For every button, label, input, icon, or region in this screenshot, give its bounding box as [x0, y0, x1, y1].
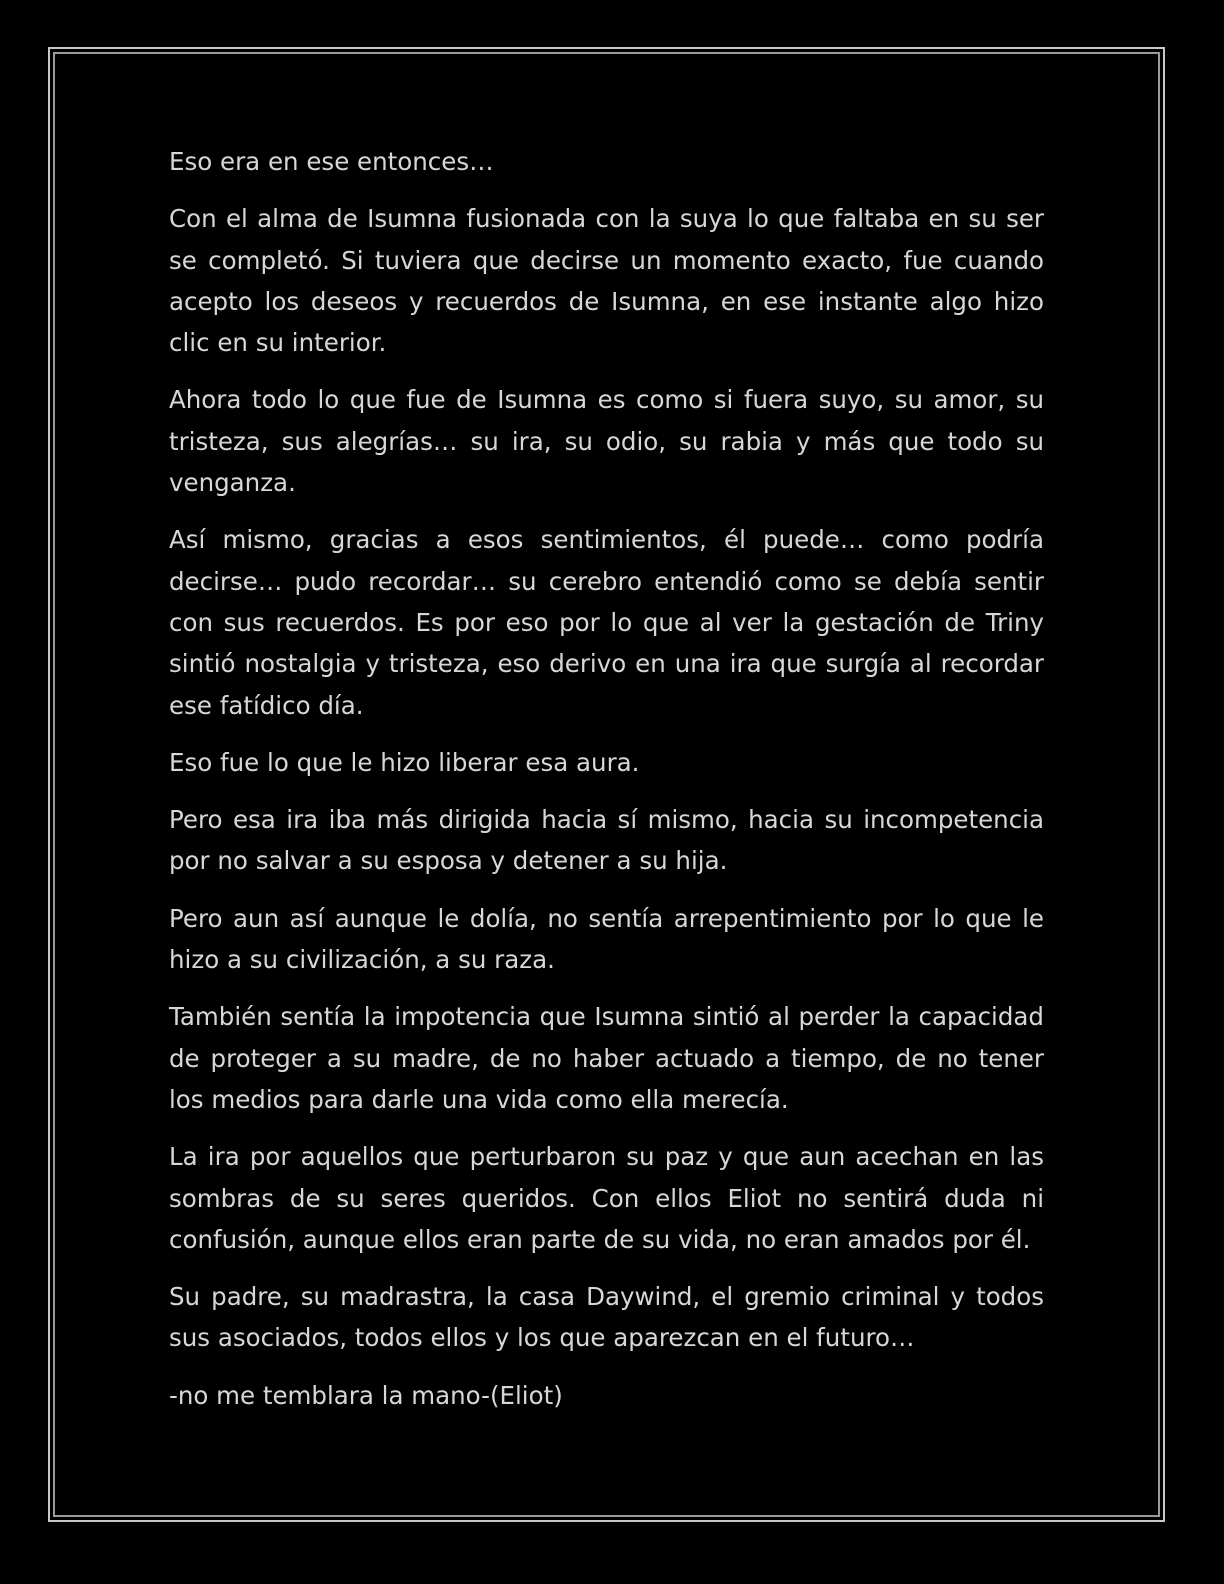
paragraph-3: Ahora todo lo que fue de Isumna es como si fuera suyo, su amor, su tristeza, sus alegrías… su ira, su odio, su rabia y más que todo su venganza.	[169, 385, 1044, 498]
story-text	[169, 141, 1044, 1432]
dialogue-line: -no me temblara la mano-(Eliot)	[169, 1380, 563, 1410]
paragraph-8: También sentía la impotencia que Isumna sintió al perder la capacidad de proteger a su madre, de no haber actuado a tiempo, de no tener los medios para darle una vida como ella merecía.	[169, 1002, 1044, 1114]
paragraph-4: Así mismo, gracias a esos sentimientos, él puede… como podría decirse… pudo recordar… su cerebro entendió como se debía sentir con sus recuerdos. Es por eso por lo que al ver la gestación de Triny sintió nostalgia y tristeza, eso derivo en una ira que surgía al recordar ese fatídico día.	[169, 525, 1044, 720]
paragraph-7: Pero aun así aunque le dolía, no sentía arrepentimiento por lo que le hizo a su civilización, a su raza.	[169, 903, 1044, 975]
paragraph-6: Pero esa ira iba más dirigida hacia sí mismo, hacia su incompetencia por no salvar a su esposa y detener a su hija.	[169, 805, 1044, 876]
paragraph-5: Eso fue lo que le hizo liberar esa aura.	[169, 747, 640, 777]
paragraph-9: La ira por aquellos que perturbaron su paz y que aun acechan en las sombras de su seres queridos. Con ellos Eliot no sentirá duda ni confusión, aunque ellos eran parte de su vida, no eran amados por él.	[169, 1142, 1044, 1254]
paragraph-10: Su padre, su madrastra, la casa Daywind, el gremio criminal y todos sus asociados, todos ellos y los que aparezcan en el futuro…	[169, 1282, 1044, 1353]
paragraph-1: Eso era en ese entonces…	[169, 147, 494, 176]
paragraph-2: Con el alma de Isumna fusionada con la suya lo que faltaba en su ser se completó. Si tuviera que decirse un momento exacto, fue cuando acepto los deseos y recuerdos de Isumna, en ese instante algo hizo clic en su interior.	[169, 204, 1044, 358]
